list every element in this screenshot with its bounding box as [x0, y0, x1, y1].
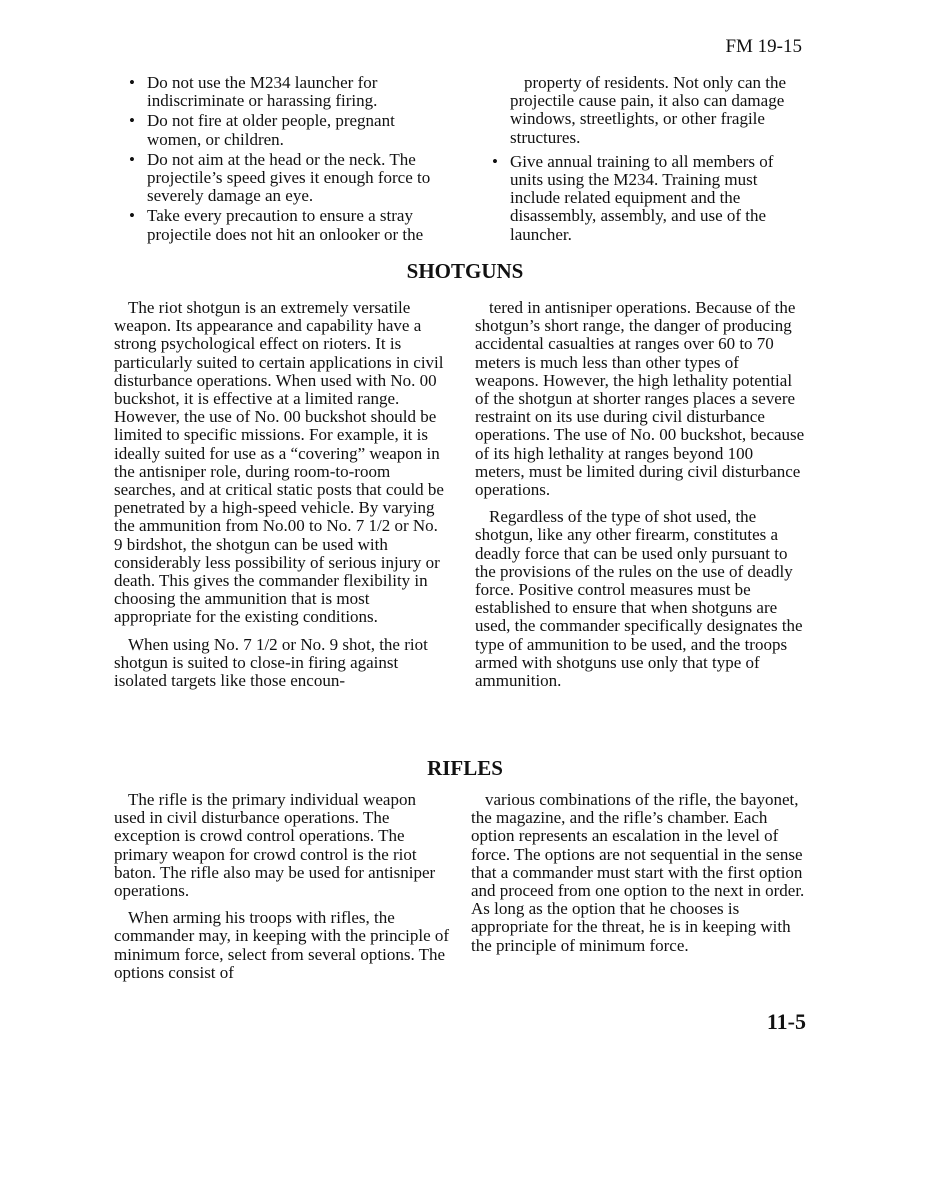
- rifles-continuation: various combinations of the rifle, the bayonet, the magazine, and the rifle’s chamber. Each option represents an escalation in the level of force. The options are not sequential in the sense that a commander must start with the first option and proceed from one option to the next in order. As long as the option that he chooses is appropriate for the threat, he is in keeping with the principle of minimum force.: [471, 790, 805, 955]
- page-number: 11-5: [766, 1009, 806, 1034]
- intro-continuation: property of residents. Not only can the projectile cause pain, it also can damage windows, streetlights, or other fragile structures.: [510, 73, 787, 147]
- rifles-paragraph: The rifle is the primary individual weapon used in civil disturbance operations. The exception is crowd control operations. The primary weapon for crowd control is the riot baton. The rifle also may be used for antisniper operations.: [114, 790, 436, 901]
- intro-bullet: • Take every precaution to ensure a stray projectile does not hit an onlooker or the: [127, 207, 449, 243]
- intro-bullet: • Give annual training to all members of units using the M234. Training must include related equipment and the disassembly, assembly, and use of the launcher.: [490, 153, 808, 244]
- rifles-heading: RIFLES: [427, 756, 503, 780]
- rifles-left-column: [114, 791, 450, 982]
- shotguns-heading: SHOTGUNS: [406, 259, 524, 283]
- intro-right-column: [490, 74, 808, 246]
- shotguns-continuation: tered in antisniper operations. Because of the shotgun’s short range, the danger of producing accidental casualties at ranges over 60 to 70 meters is much less than other types of weapons. However, the high lethality potential of the shotgun at shorter ranges places a severe restraint on its use during civil disturbance operations. The use of No. 00 buckshot, because of its high lethality at ranges beyond 100 meters, must be limited during civil disturbance operations.: [475, 298, 805, 500]
- intro-bullet: • Do not use the M234 launcher for indiscriminate or harassing firing.: [127, 74, 449, 110]
- intro-bullet-list-right: [490, 153, 808, 244]
- shotguns-paragraph: When using No. 7 1/2 or No. 9 shot, the riot shotgun is suited to close-in firing against isolated targets like those encoun-: [114, 634, 428, 691]
- intro-bullet: • Do not aim at the head or the neck. The projectile’s speed gives it enough force to severely damage an eye.: [127, 151, 449, 206]
- intro-bullet-list: [127, 74, 449, 244]
- intro-bullet: • Do not fire at older people, pregnant women, or children.: [127, 112, 449, 148]
- manual-id: FM 19-15: [725, 36, 802, 57]
- shotguns-left-column: [114, 299, 450, 690]
- rifles-right-column: [471, 791, 805, 955]
- intro-left-column: [127, 74, 449, 246]
- shotguns-right-column: [475, 299, 805, 690]
- shotguns-paragraph: The riot shotgun is an extremely versatile weapon. Its appearance and capability have a strong psychological effect on rioters. It is particularly suited to certain applications in civil disturbance operations. When used with No. 00 buckshot, it is effective at a limited range. However, the use of No. 00 buckshot should be limited to specific missions. For example, it is ideally suited for use as a “covering” weapon in the antisniper role, during room-to-room searches, and at critical static posts that could be penetrated by a high-speed vehicle. By varying the ammunition from No.00 to No. 7 1/2 or No. 9 birdshot, the shotgun can be used with considerably less possibility of serious injury or death. This gives the commander flexibility in choosing the ammunition that is most appropriate for the existing conditions.: [114, 298, 444, 627]
- shotguns-paragraph: Regardless of the type of shot used, the shotgun, like any other firearm, constitutes a deadly force that can be used only pursuant to the provisions of the rules on the use of deadly force. Positive control measures must be established to ensure that when shotguns are used, the commander specifically designates the type of ammunition to be used, and the troops armed with shotguns use only that type of ammunition.: [475, 507, 803, 691]
- rifles-paragraph: When arming his troops with rifles, the commander may, in keeping with the principle of minimum force, select from several options. The options consist of: [114, 908, 450, 982]
